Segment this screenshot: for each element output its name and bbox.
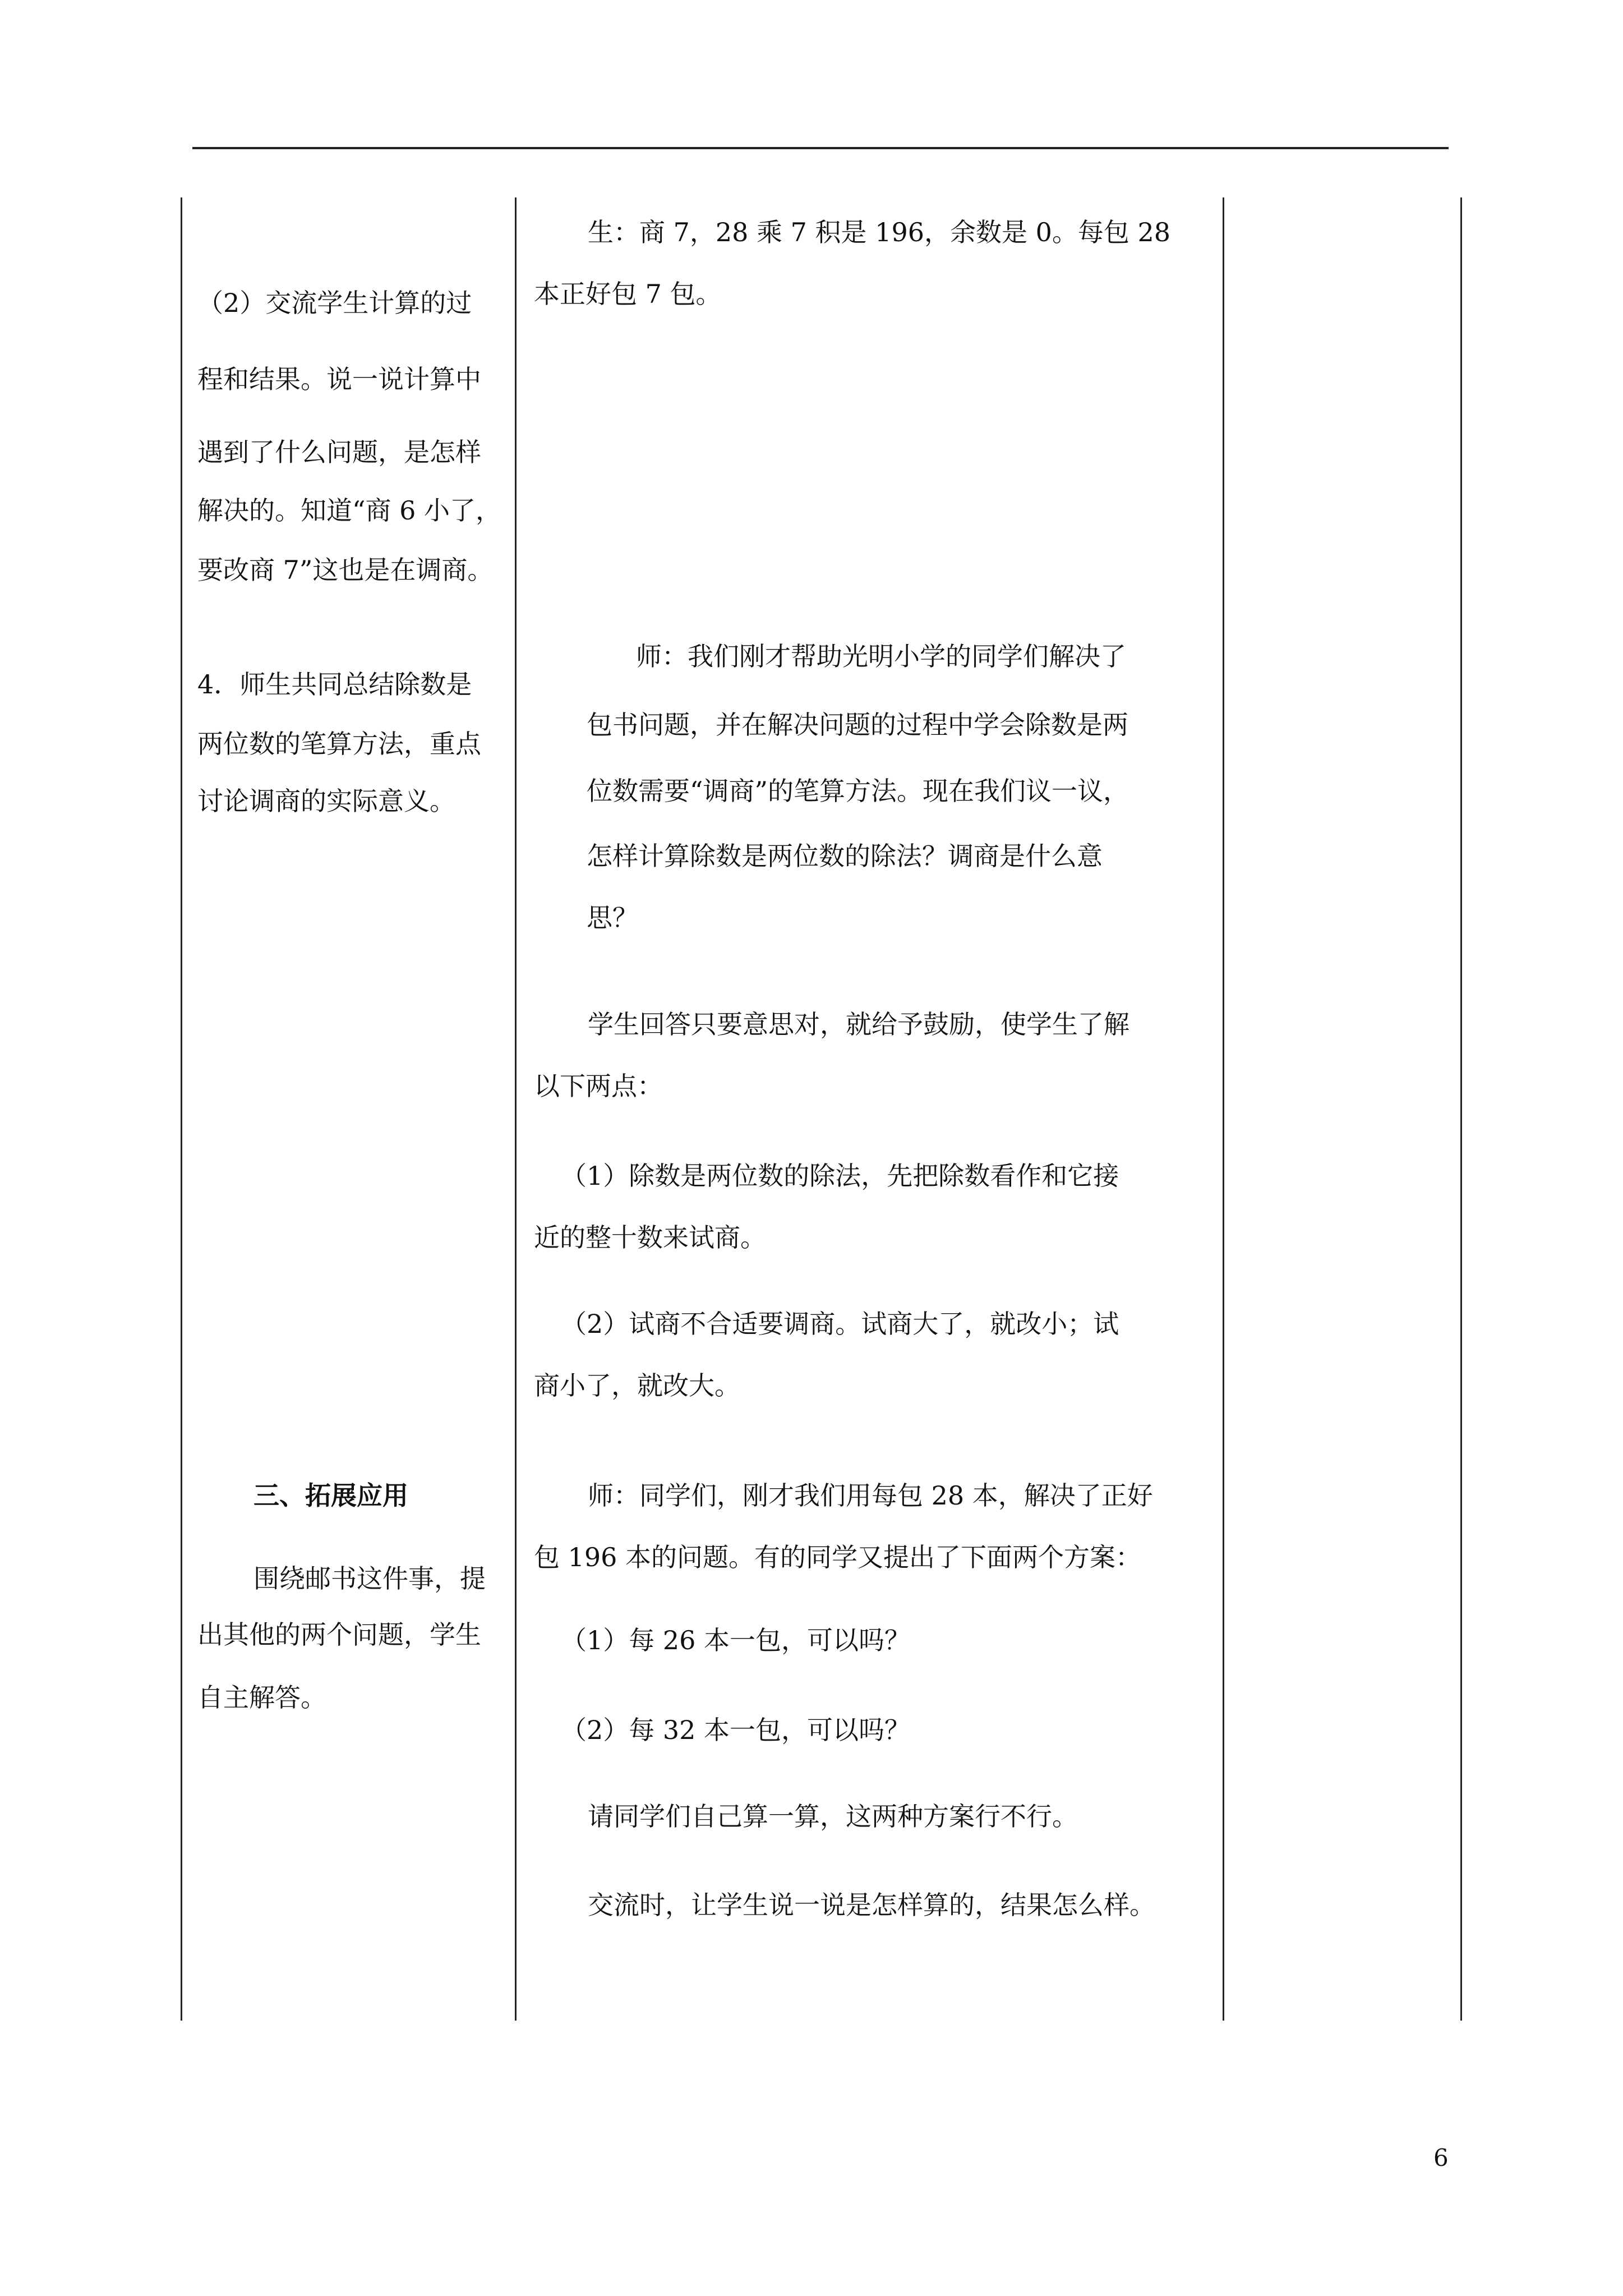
middle-line: 请同学们自己算一算，这两种方案行不行。 [588,1801,1078,1832]
middle-line: 以下两点： [534,1071,663,1101]
page-number: 6 [1433,2144,1449,2171]
middle-line: 本正好包 7 包。 [534,279,722,309]
middle-line: （2）试商不合适要调商。试商大了，就改小；试 [561,1309,1119,1339]
middle-line: （2）每 32 本一包，可以吗？ [561,1715,911,1745]
middle-line: 包书问题，并在解决问题的过程中学会除数是两 [587,710,1128,740]
middle-line: 怎样计算除数是两位数的除法？调商是什么意 [587,841,1103,871]
left-line: 要改商 7”这也是在调商。 [197,555,494,585]
header-rule [192,147,1449,149]
middle-line: （1）除数是两位数的除法，先把除数看作和它接 [561,1161,1119,1191]
left-line: 程和结果。说一说计算中 [197,364,481,394]
table-column-divider-1 [515,197,517,2021]
left-line: 4．师生共同总结除数是 [197,669,472,700]
table-border-right [1460,197,1462,2021]
left-line: 两位数的笔算方法，重点 [197,729,481,759]
middle-line: 生：商 7，28 乘 7 积是 196，余数是 0。每包 28 [588,217,1171,247]
left-line: （2）交流学生计算的过 [197,288,472,318]
table-border-left [181,197,182,2021]
left-line: 解决的。知道“商 6 小了， [197,495,502,526]
left-line: 遇到了什么问题，是怎样 [197,437,481,467]
middle-line: 学生回答只要意思对，就给予鼓励，使学生了解 [588,1009,1129,1039]
left-line: 出其他的两个问题，学生 [197,1619,481,1650]
middle-line: 师：我们刚才帮助光明小学的同学们解决了 [636,641,1126,671]
middle-line: 思？ [587,903,638,933]
table-column-divider-2 [1223,197,1224,2021]
middle-line: 近的整十数来试商。 [534,1222,766,1253]
left-line: 讨论调商的实际意义。 [197,786,455,816]
middle-line: 商小了，就改大。 [534,1370,740,1401]
left-line: 围绕邮书这件事，提 [253,1563,486,1594]
middle-line: 包 196 本的问题。有的同学又提出了下面两个方案： [534,1542,1142,1572]
middle-line: （1）每 26 本一包，可以吗？ [561,1625,911,1655]
left-line: 自主解答。 [197,1682,326,1713]
middle-line: 师：同学们，刚才我们用每包 28 本，解决了正好 [588,1480,1153,1511]
middle-line: 交流时，让学生说一说是怎样算的，结果怎么样。 [588,1890,1155,1920]
middle-line: 位数需要“调商”的笔算方法。现在我们议一议， [587,776,1129,806]
section-heading: 三、拓展应用 [253,1480,408,1511]
